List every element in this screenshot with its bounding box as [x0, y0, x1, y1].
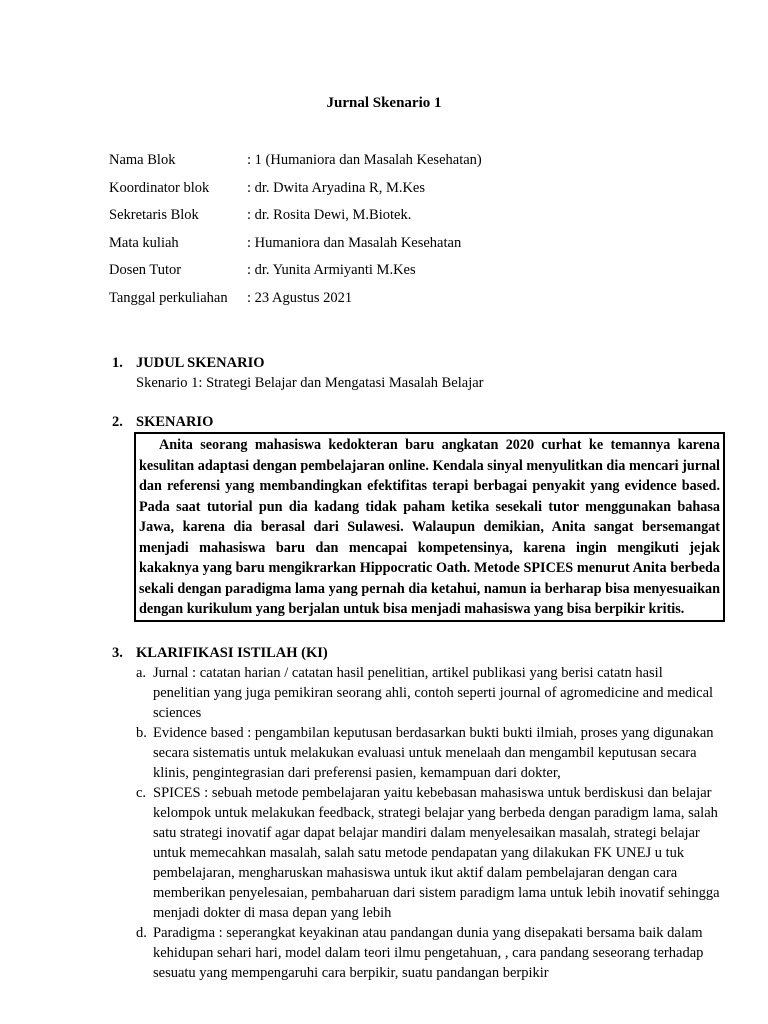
list-item-letter: a. [136, 665, 147, 681]
list-item-letter: d. [136, 925, 147, 941]
meta-row-sekretaris [109, 205, 482, 233]
list-item [136, 663, 720, 723]
list-item-text: Jurnal : catatan harian / catatan hasil penelitian, artikel publikasi yang berisi catatn hasil penelitian yang juga pemikiran seorang ahli, contoh seperti journal of agromedicine and medical sciences [153, 665, 714, 721]
section-heading [112, 412, 712, 432]
section-skenario [112, 412, 712, 432]
course-info [109, 150, 482, 316]
meta-label: Koordinator blok [109, 179, 210, 196]
scenario-text-box: Anita seorang mahasiswa kedokteran baru angkatan 2020 curhat ke temannya karena kesulitan adaptasi dengan pembelajaran online. Kendala sinyal menyulitkan dia mencari jurnal dan referensi yang membandingkan efektifitas terapi berbagai penyakit yang evidence based. Pada saat tutorial pun dia kadang tidak paham ketika sesekali tutor menggunakan bahasa Jawa, karena dia berasal dari Sulawesi. Walaupun demikian, Anita sangat bersemangat menjadi mahasiswa baru dan mencapai kompetensinya, karena ingin mengikuti jejak kakaknya yang baru mengikrarkan Hippocratic Oath. Metode SPICES menurut Anita berbeda sekali dengan paradigma lama yang pernah dia ketahui, namun ia berharap bisa menyesuaikan dengan kurikulum yang berjalan untuk bisa menjadi mahasiswa yang bisa berpikir kritis. [134, 432, 725, 622]
section-heading [112, 353, 712, 373]
section-number: 1. [112, 355, 123, 371]
section-heading-text: KLARIFIKASI ISTILAH (KI) [136, 645, 328, 661]
meta-value: : dr. Dwita Aryadina R, M.Kes [247, 179, 426, 196]
meta-label: Nama Blok [109, 152, 176, 168]
meta-row-koordinator [109, 178, 482, 206]
section-number: 2. [112, 414, 123, 430]
list-item-text: Paradigma : seperangkat keyakinan atau pandangan dunia yang disepakati bersama baik dalam kehidupan sehari hari, model dalam teori ilmu pengetahuan, , cara pandang seseorang terhadap sesuatu yang mempengaruhi cara berpikir, suatu pandangan berpikir [153, 925, 704, 981]
section-judul-skenario [112, 353, 712, 393]
term-clarification-list [136, 663, 720, 983]
meta-value: : dr. Yunita Armiyanti M.Kes [247, 262, 416, 279]
section-klarifikasi-istilah [112, 643, 712, 663]
meta-row-mata-kuliah [109, 233, 482, 261]
meta-value: : 23 Agustus 2021 [247, 289, 353, 306]
list-item-letter: b. [136, 725, 147, 741]
list-item-text: SPICES : sebuah metode pembelajaran yaitu kebebasan mahasiswa untuk berdiskusi dan belajar kelompok untuk melakukan feedback, strategi belajar yang berbeda dengan paradigm lama, salah satu strategi inovatif agar dapat belajar mandiri dalam menyelesaikan masalah, strategi belajar untuk memecahkan masalah, salah satu metode pendapatan yang dilakukan FK UNEJ u tuk pembelajaran, mengharuskan mahasiswa untuk ikut aktif dalam pembelajaran dengan cara memberikan penyelesaian, pembaharuan dari sistem paradigm lama untuk lebih inovatif sehingga menjadi dokter di masa depan yang lebih [153, 785, 720, 921]
meta-label: Dosen Tutor [109, 262, 182, 279]
meta-label: Tanggal perkuliahan [109, 289, 228, 306]
meta-row-tanggal [109, 288, 482, 316]
list-item-text: Evidence based : pengambilan keputusan berdasarkan bukti bukti ilmiah, proses yang digunakan secara sistematis untuk melakukan evaluasi untuk menelaah dan mengambil keputusan secara klinis, pengintegrasian dari preferensi pasien, kemampuan dari dokter, [153, 725, 714, 781]
list-item [136, 783, 720, 923]
section-number: 3. [112, 645, 123, 661]
meta-label: Mata kuliah [109, 234, 179, 251]
scenario-title: Skenario 1: Strategi Belajar dan Mengatasi Masalah Belajar [136, 375, 484, 391]
meta-value: : Humaniora dan Masalah Kesehatan [247, 234, 462, 251]
meta-label: Sekretaris Blok [109, 207, 199, 224]
section-heading-text: SKENARIO [136, 414, 214, 430]
meta-row-nama-blok [109, 150, 482, 178]
section-heading-text: JUDUL SKENARIO [136, 355, 265, 371]
list-item-letter: c. [136, 785, 147, 801]
list-item [136, 923, 720, 983]
section-heading [112, 643, 712, 663]
document-title: Jurnal Skenario 1 [326, 95, 442, 111]
meta-row-dosen-tutor [109, 260, 482, 288]
list-item [136, 723, 720, 783]
meta-value: : 1 (Humaniora dan Masalah Kesehatan) [247, 152, 482, 168]
meta-value: : dr. Rosita Dewi, M.Biotek. [247, 207, 412, 224]
